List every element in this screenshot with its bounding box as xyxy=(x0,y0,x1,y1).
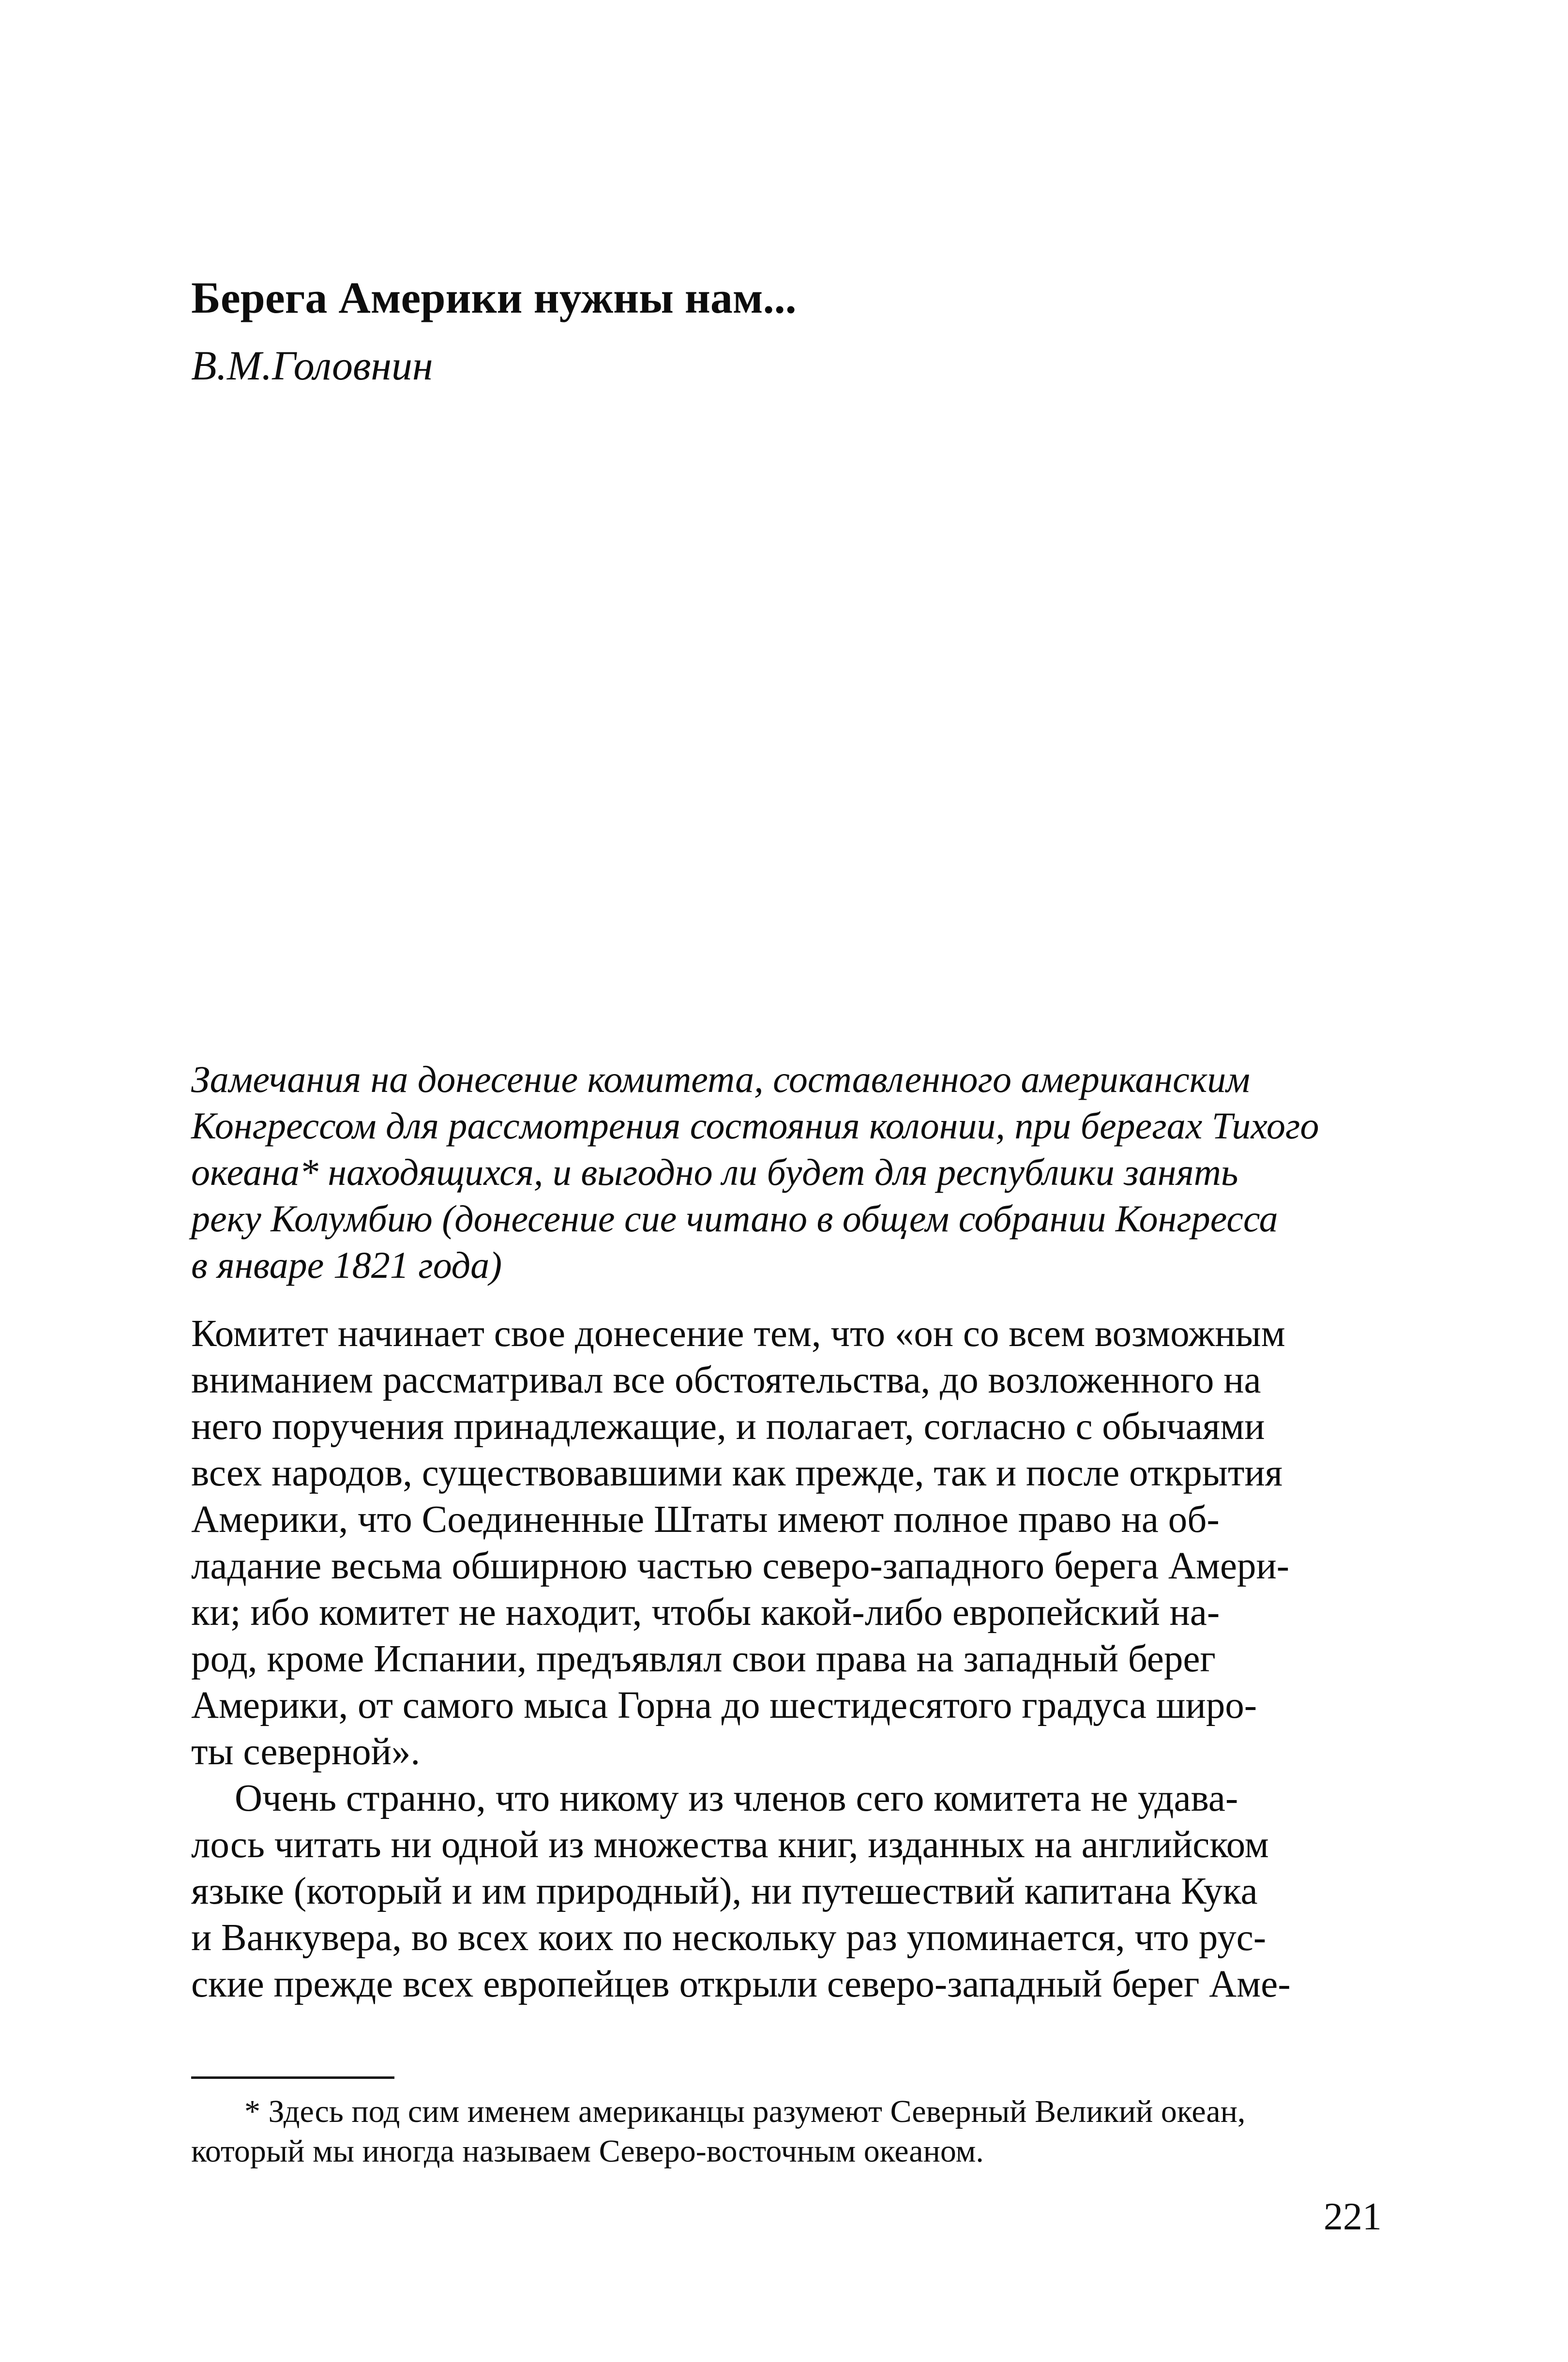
body-line: Очень странно, что никому из членов сего комитета не удава- xyxy=(235,1777,1238,1819)
body-line: лось читать ни одной из множества книг, изданных на английском xyxy=(191,1824,1269,1866)
body-line: ки; ибо комитет не находит, чтобы какой-либо европейский на- xyxy=(191,1591,1220,1634)
body-line: языке (который и им природный), ни путешествий капитана Кука xyxy=(191,1870,1258,1912)
body-line: и Ванкувера, во всех коих по нескольку раз упоминается, что рус- xyxy=(191,1917,1266,1959)
body-text xyxy=(191,1311,1382,2008)
body-line: род, кроме Испании, предъявлял свои права на западный берег xyxy=(191,1638,1216,1680)
page-number: 221 xyxy=(1324,2195,1382,2238)
subtitle-line: Замечания на донесение комитета, составленного американским xyxy=(191,1058,1250,1100)
subtitle-line: океана* находящихся, и выгодно ли будет для республики занять xyxy=(191,1151,1238,1193)
footnote-line: который мы иногда называем Северо-восточным океаном. xyxy=(191,2134,984,2169)
body-line: ские прежде всех европейцев открыли северо-западный берег Аме- xyxy=(191,1963,1291,2005)
body-line: ладание весьма обширною частью северо-западного берега Амери- xyxy=(191,1545,1290,1587)
footnote-line: * Здесь под сим именем американцы разумеют Северный Великий океан, xyxy=(244,2094,1246,2129)
paragraph-2 xyxy=(191,1775,1382,2008)
body-line: Америки, что Соединенные Штаты имеют полное право на об- xyxy=(191,1499,1220,1541)
chapter-title: Берега Америки нужны нам... xyxy=(191,273,797,322)
subtitle-line: Конгрессом для рассмотрения состояния колонии, при берегах Тихого xyxy=(191,1105,1319,1147)
subtitle-line: в январе 1821 года) xyxy=(191,1244,502,1286)
paragraph-1 xyxy=(191,1311,1382,1775)
chapter-author: В.М.Головнин xyxy=(191,342,433,389)
body-line: всех народов, существовавшими как прежде, так и после открытия xyxy=(191,1452,1283,1494)
body-line: вниманием рассматривал все обстоятельства, до возложенного на xyxy=(191,1359,1261,1401)
footnote-divider xyxy=(191,2076,394,2079)
subtitle-line: реку Колумбию (донесение сие читано в общем собрании Конгресса xyxy=(191,1197,1278,1240)
body-line: ты северной». xyxy=(191,1731,421,1773)
body-line: него поручения принадлежащие, и полагает, согласно с обычаями xyxy=(191,1406,1265,1448)
body-line: Америки, от самого мыса Горна до шестидесятого градуса широ- xyxy=(191,1684,1257,1726)
body-line: Комитет начинает свое донесение тем, что «он со всем возможным xyxy=(191,1313,1285,1355)
footnote xyxy=(191,2092,1382,2171)
chapter-subtitle xyxy=(191,1056,1382,1288)
